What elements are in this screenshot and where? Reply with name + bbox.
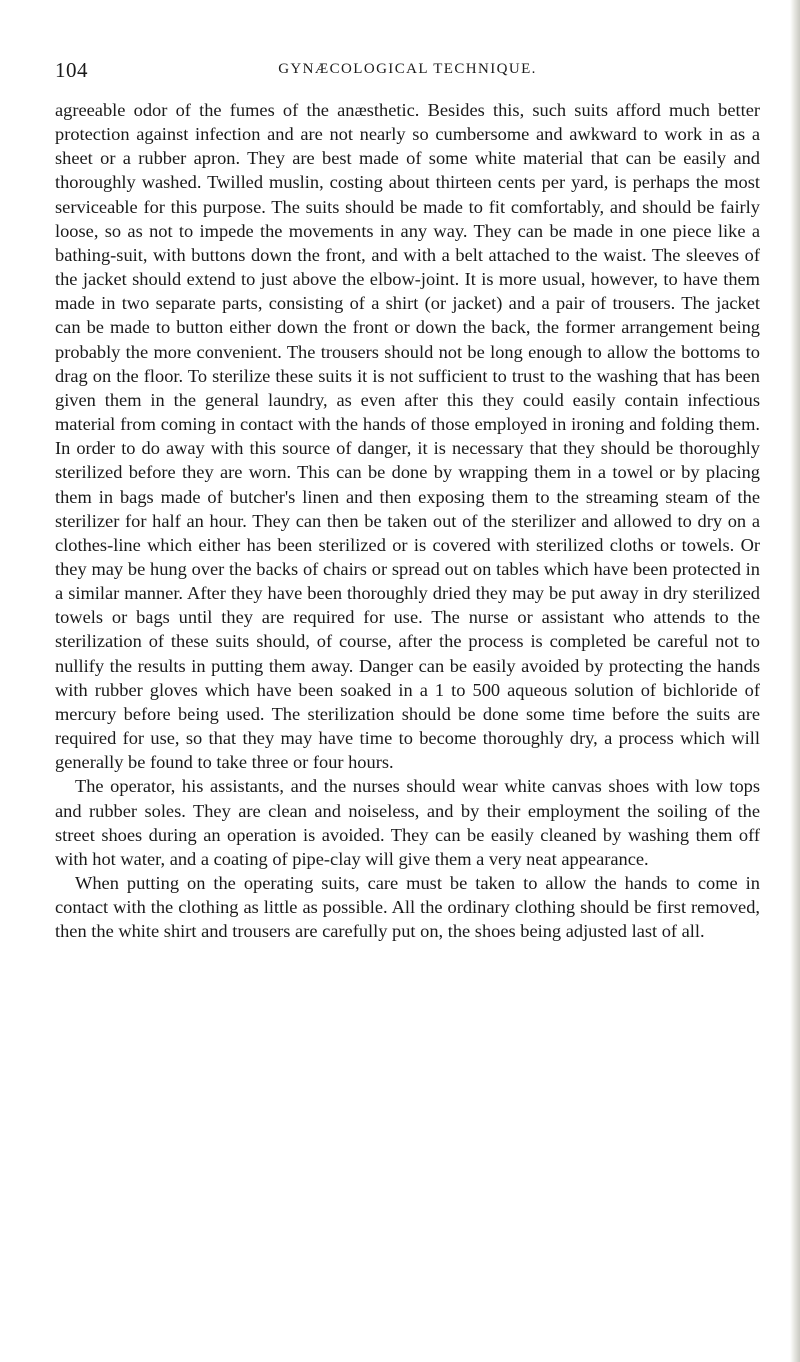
- page-number: 104: [55, 58, 88, 82]
- paragraph-canvas-shoes: The operator, his assistants, and the nurses should wear white canvas shoes with low tops and rubber soles. They are clean and noiseless, and by their employment the soiling of the street shoes during an operation is avoided. They can be easily cleaned by washing them off with hot water, and a coating of pipe-clay will give them a very neat appearance.: [55, 776, 760, 869]
- paragraph-putting-on-suits: When putting on the operating suits, care must be taken to allow the hands to come in contact with the clothing as little as possible. All the ordinary clothing should be first removed, then the white shirt and trousers are carefully put on, the shoes being adjusted last of all.: [55, 873, 760, 942]
- running-head: [55, 58, 760, 88]
- body-text: [55, 98, 760, 943]
- running-title: GYNÆCOLOGICAL TECHNIQUE.: [278, 61, 537, 77]
- page-edge-shadow: [790, 0, 800, 1362]
- paragraph-suits-description: agreeable odor of the fumes of the anæsthetic. Besides this, such suits afford much better protection against infection and are not nearly so cumbersome and awkward to work in as a sheet or a rubber apron. They are best made of some white material that can be easily and thoroughly washed. Twilled muslin, costing about thirteen cents per yard, is perhaps the most serviceable for this purpose. The suits should be made to fit comfortably, and should be fairly loose, so as not to impede the movements in any way. They can be made in one piece like a bathing-suit, with buttons down the front, and with a belt attached to the waist. The sleeves of the jacket should extend to just above the elbow-joint. It is more usual, however, to have them made in two separate parts, consisting of a shirt (or jacket) and a pair of trousers. The jacket can be made to button either down the front or down the back, the former arrangement being probably the more convenient. The trousers should not be long enough to allow the bottoms to drag on the floor. To sterilize these suits it is not sufficient to trust to the washing that has been given them in the general laundry, as even after this they could easily contain infectious material from coming in contact with the hands of those employed in ironing and folding them. In order to do away with this source of danger, it is necessary that they should be thoroughly sterilized before they are worn. This can be done by wrapping them in a towel or by placing them in bags made of butcher's linen and then exposing them to the streaming steam of the sterilizer for half an hour. They can then be taken out of the sterilizer and allowed to dry on a clothes-line which either has been sterilized or is covered with sterilized cloths or towels. Or they may be hung over the backs of chairs or spread out on tables which have been protected in a similar manner. After they have been thoroughly dried they may be put away in dry sterilized towels or bags until they are required for use. The nurse or assistant who attends to the sterilization of these suits should, of course, after the process is completed be careful not to nullify the results in putting them away. Danger can be easily avoided by protecting the hands with rubber gloves which have been soaked in a 1 to 500 aqueous solution of bichloride of mercury before being used. The sterilization should be done some time before the suits are required for use, so that they may have time to become thoroughly dry, a process which will generally be found to take three or four hours.: [55, 100, 760, 773]
